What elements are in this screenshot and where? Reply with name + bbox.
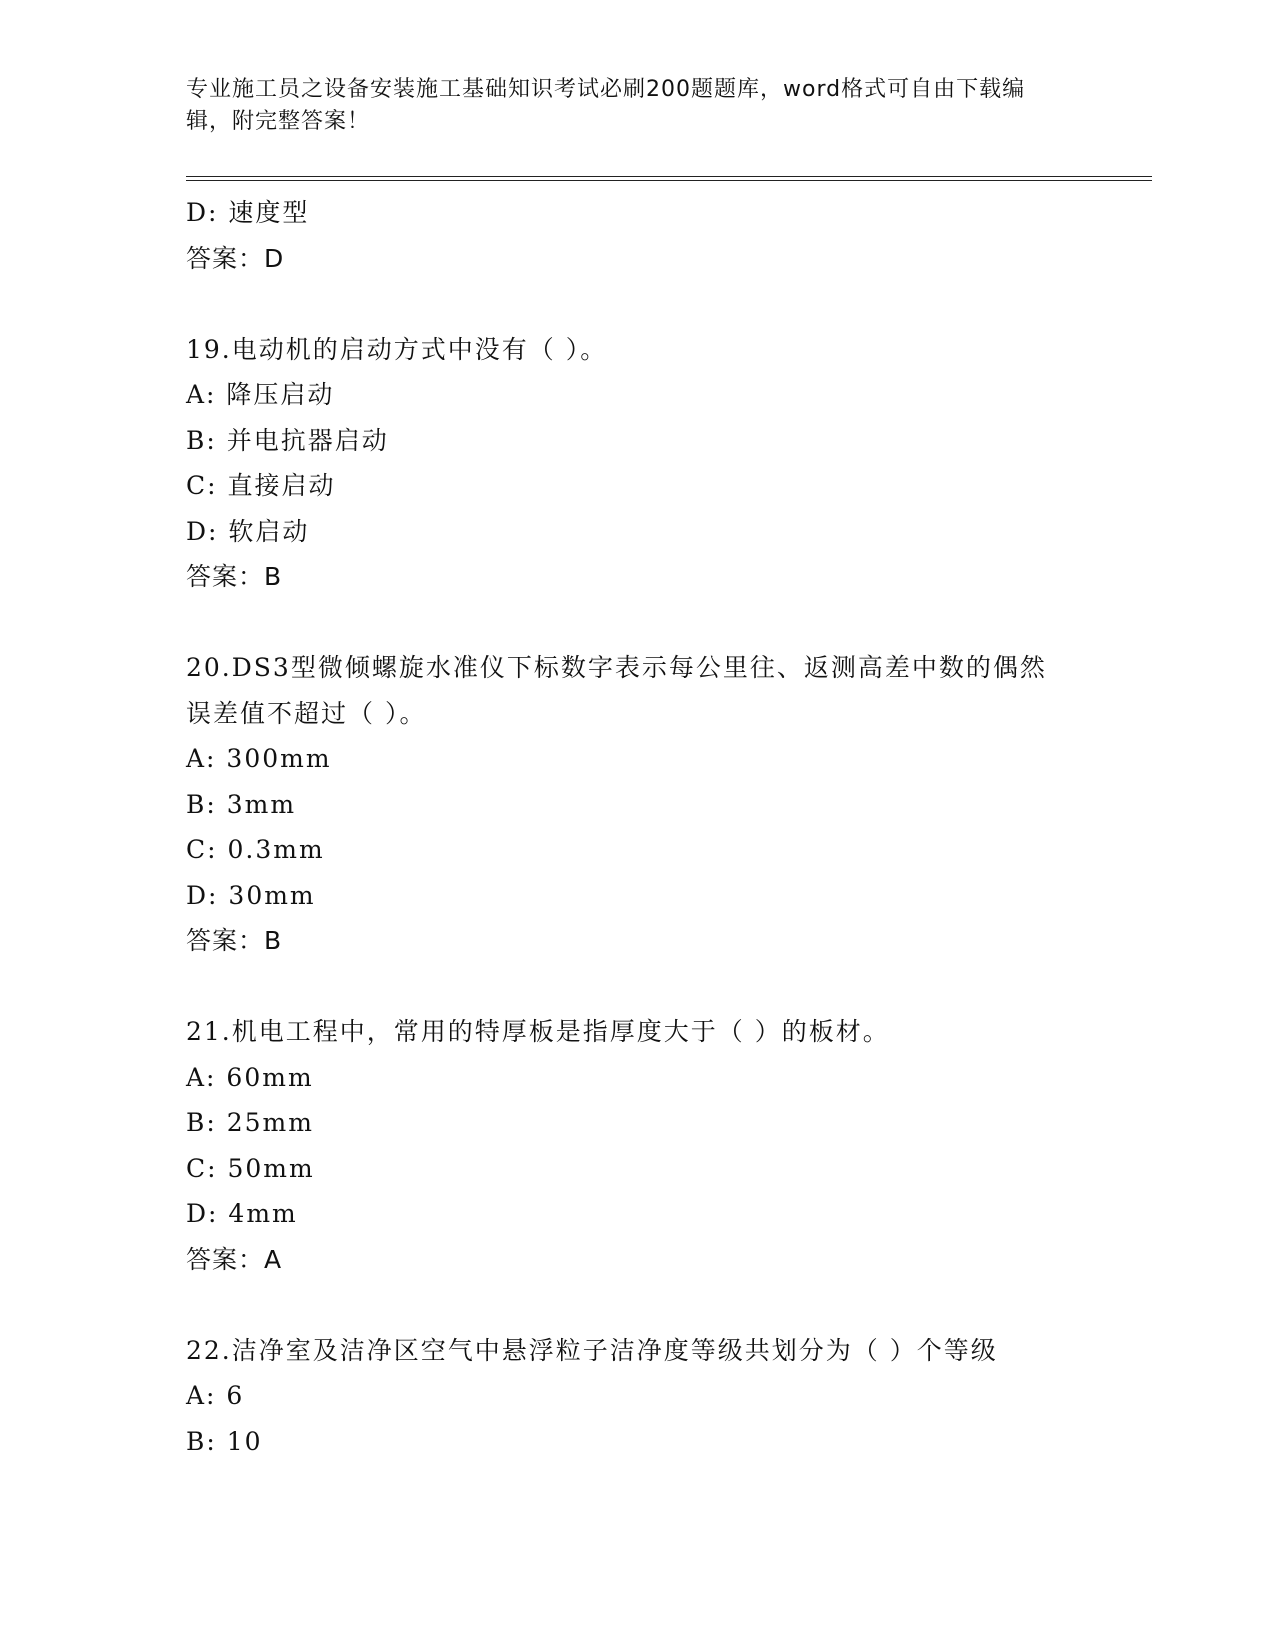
question-text: 20.DS3型微倾螺旋水准仪下标数字表示每公里往、返测高差中数的偶然误差值不超过（ ）。 xyxy=(186,653,1047,728)
option-d: D: 速度型 xyxy=(186,198,310,227)
option-a: A: 300mm xyxy=(186,744,332,773)
option-a: A: 6 xyxy=(186,1381,245,1410)
document-header: 专业施工员之设备安装施工基础知识考试必刷200题题库，word格式可自由下载编辑，附完整答案！ xyxy=(186,77,1026,134)
option-a: A: 降压启动 xyxy=(186,380,335,409)
question-list xyxy=(186,190,1146,1464)
header-divider xyxy=(186,176,1152,181)
option-b: B: 25mm xyxy=(186,1108,314,1137)
option-d: D: 30mm xyxy=(186,880,316,910)
option-b: B: 并电抗器启动 xyxy=(186,425,389,455)
option-b: B: 10 xyxy=(186,1426,263,1456)
question-text: 21.机电工程中，常用的特厚板是指厚度大于（ ）的板材。 xyxy=(186,1017,890,1046)
option-d: D: 4mm xyxy=(186,1199,298,1228)
option-a: A: 60mm xyxy=(186,1062,314,1092)
option-c: C: 直接启动 xyxy=(186,471,336,500)
question-text: 22.洁净室及洁净区空气中悬浮粒子洁净度等级共划分为（ ）个等级 xyxy=(186,1335,998,1365)
answer-line: 答案：B xyxy=(186,562,283,591)
question-text: 19.电动机的启动方式中没有（ ）。 xyxy=(186,334,608,364)
option-b: B: 3mm xyxy=(186,789,297,819)
answer-line: 答案：D xyxy=(186,243,285,273)
option-c: C: 50mm xyxy=(186,1153,315,1183)
option-c: C: 0.3mm xyxy=(186,835,325,864)
answer-line: 答案：A xyxy=(186,1244,283,1274)
answer-line: 答案：B xyxy=(186,926,283,955)
option-d: D: 软启动 xyxy=(186,516,310,546)
